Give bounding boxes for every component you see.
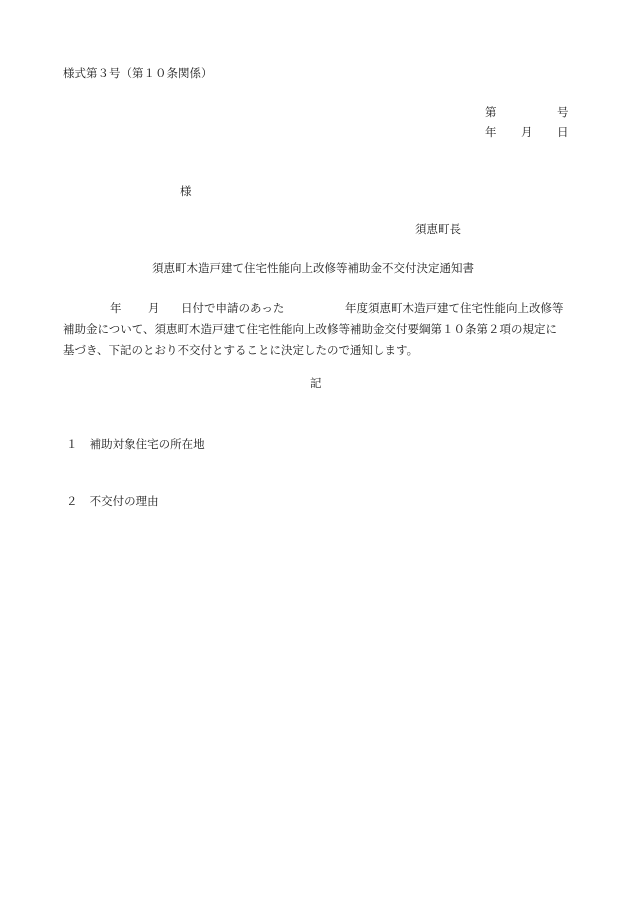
- body-paragraph: [63, 298, 575, 361]
- body-month: 月: [148, 301, 160, 315]
- item-label: 不交付の理由: [89, 494, 159, 508]
- body-fiscal-phrase: 年度須恵町木造戸建て住宅性能向上改修等: [345, 301, 564, 315]
- body-date-phrase: 日付で申請のあった: [181, 301, 285, 315]
- form-number: 様式第３号（第１０条関係）: [63, 66, 213, 80]
- date-year: 年: [485, 125, 497, 139]
- addressee-suffix: 様: [180, 184, 192, 198]
- issuer-name: 須恵町長: [415, 222, 461, 236]
- date-month: 月: [521, 125, 533, 139]
- doc-number-go: 号: [557, 105, 569, 119]
- doc-number-dai: 第: [485, 105, 497, 119]
- item-number: １: [66, 437, 78, 451]
- item-number: ２: [66, 494, 78, 508]
- list-item: [66, 494, 159, 508]
- body-year: 年: [110, 301, 122, 315]
- ki-heading: 記: [310, 376, 322, 390]
- date-day: 日: [557, 125, 569, 139]
- body-line-3: 基づき、下記のとおり不交付とすることに決定したので通知します。: [63, 343, 419, 357]
- list-item: [66, 437, 205, 451]
- body-line-2: 補助金について、須恵町木造戸建て住宅性能向上改修等補助金交付要綱第１０条第２項の規定に: [63, 322, 558, 336]
- document-title: 須恵町木造戸建て住宅性能向上改修等補助金不交付決定通知書: [152, 261, 474, 275]
- body-line-1: [63, 298, 575, 319]
- item-label: 補助対象住宅の所在地: [89, 437, 205, 451]
